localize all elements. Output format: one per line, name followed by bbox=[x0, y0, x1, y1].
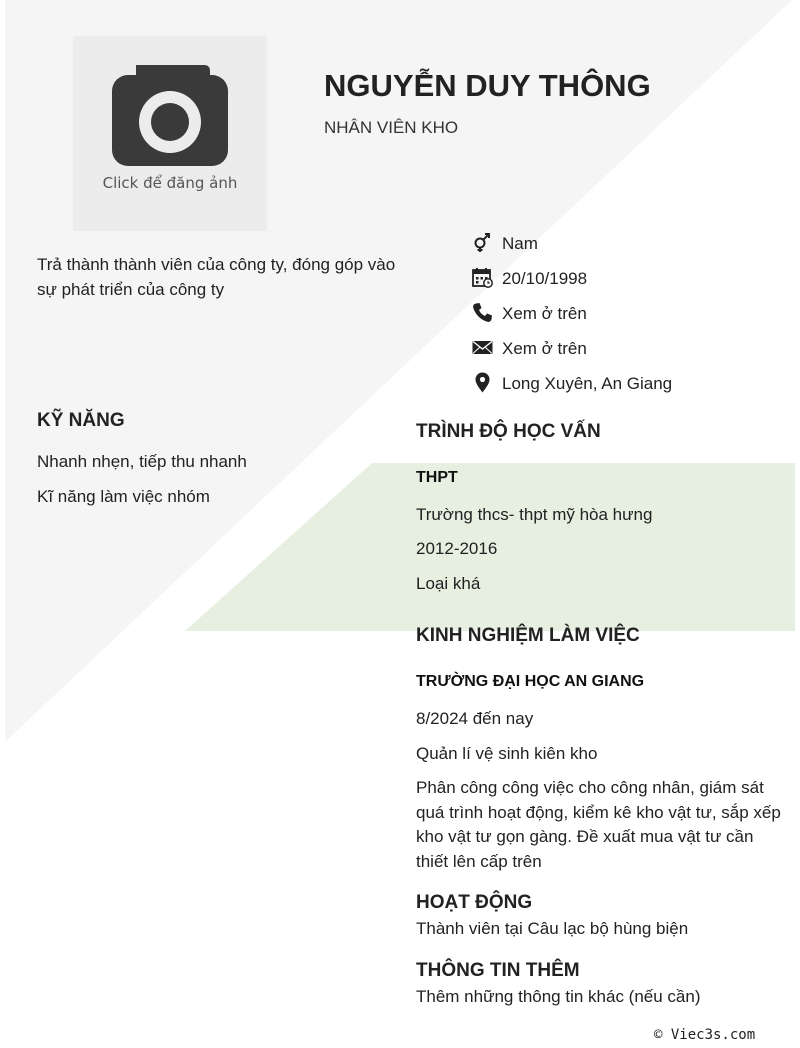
candidate-name: NGUYỄN DUY THÔNG bbox=[324, 68, 651, 103]
experience-period: 8/2024 đến nay bbox=[416, 709, 534, 728]
education-period: 2012-2016 bbox=[416, 539, 498, 558]
camera-icon bbox=[112, 64, 228, 166]
additional-info-heading: THÔNG TIN THÊM bbox=[416, 960, 580, 981]
phone-value: Xem ở trên bbox=[502, 304, 587, 323]
experience-description: Phân công công việc cho công nhân, giám sát quá trình hoạt động, kiểm kê kho vật tư, sắp xếp kho vật tư gọn gàng. Đề xuất mua vật tư cần thiết lên cấp trên bbox=[416, 778, 781, 871]
education-grade: Loại khá bbox=[416, 574, 481, 593]
education-level: THPT bbox=[416, 469, 458, 486]
gender-value: Nam bbox=[502, 234, 538, 253]
skill-item: Kĩ năng làm việc nhóm bbox=[37, 487, 210, 506]
education-heading: TRÌNH ĐỘ HỌC VẤN bbox=[416, 421, 601, 442]
photo-upload-label: Click để đăng ảnh bbox=[102, 174, 238, 192]
education-school: Trường thcs- thpt mỹ hòa hưng bbox=[416, 505, 653, 524]
photo-upload[interactable] bbox=[73, 36, 267, 231]
birthday-value: 20/10/1998 bbox=[502, 269, 588, 288]
activities-text: Thành viên tại Câu lạc bộ hùng biện bbox=[416, 919, 689, 938]
location-pin-icon bbox=[472, 372, 493, 393]
career-objective: Trả thành thành viên của công ty, đóng góp vào sự phát triển của công ty bbox=[37, 255, 396, 299]
address-value: Long Xuyên, An Giang bbox=[502, 374, 673, 393]
activities-heading: HOẠT ĐỘNG bbox=[416, 892, 533, 913]
mail-icon bbox=[472, 337, 493, 358]
footer-copyright: © Viec3s.com bbox=[654, 1027, 756, 1043]
skills-heading: KỸ NĂNG bbox=[37, 410, 125, 431]
experience-heading: KINH NGHIỆM LÀM VIỆC bbox=[416, 625, 640, 646]
gender-icon bbox=[472, 232, 493, 253]
calendar-icon bbox=[472, 267, 493, 288]
skill-item: Nhanh nhẹn, tiếp thu nhanh bbox=[37, 452, 247, 471]
experience-company: TRƯỜNG ĐẠI HỌC AN GIANG bbox=[416, 673, 645, 690]
job-title: NHÂN VIÊN KHO bbox=[324, 118, 459, 137]
additional-info-text: Thêm những thông tin khác (nếu cần) bbox=[416, 987, 701, 1006]
experience-role: Quản lí vệ sinh kiên kho bbox=[416, 744, 598, 763]
phone-icon bbox=[472, 302, 493, 323]
email-value: Xem ở trên bbox=[502, 339, 587, 358]
